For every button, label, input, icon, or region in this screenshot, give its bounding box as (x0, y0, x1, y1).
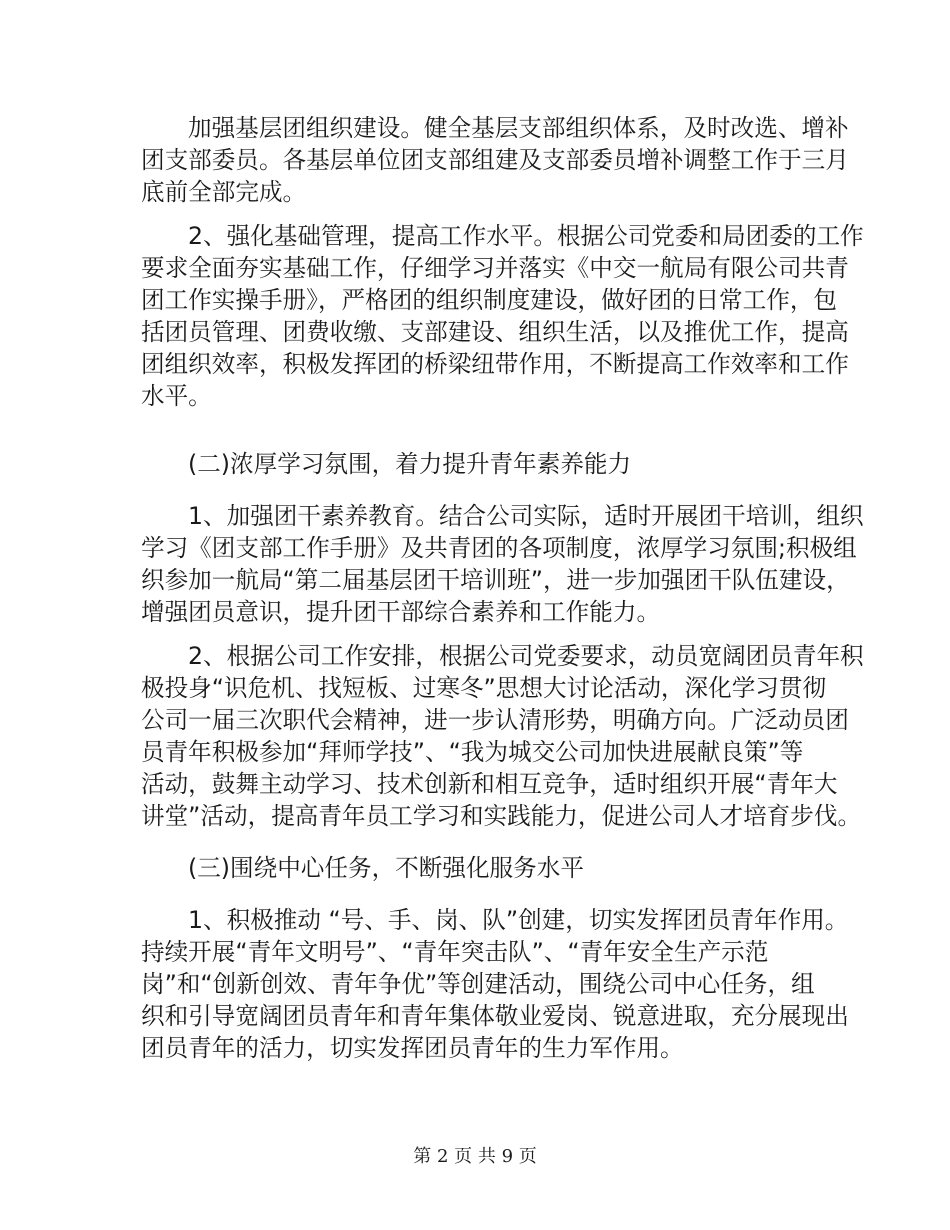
paragraph-line: 1、加强团干素养教育。结合公司实际，适时开展团干培训，组织 (188, 502, 864, 530)
paragraph-line: 加强基层团组织建设。健全基层支部组织体系，及时改选、增补 (188, 114, 849, 142)
paragraph-line: 要求全面夯实基础工作，仔细学习并落实《中交一航局有限公司共青 (141, 254, 849, 282)
paragraph-line: 持续开展“青年文明号”、“青年突击队”、“青年安全生产示范 (141, 938, 769, 966)
paragraph-line: 1、积极推动 “号、手、岗、队”创建，切实发挥团员青年作用。 (188, 906, 849, 934)
paragraph-line: 织和引导宽阔团员青年和青年集体敬业爱岗、锐意进取，充分展现出 (141, 1002, 849, 1030)
paragraph-line: 增强团员意识，提升团干部综合素养和工作能力。 (141, 598, 661, 626)
paragraph-line: 讲堂”活动，提高青年员工学习和实践能力，促进公司人才培育步伐。 (141, 802, 862, 830)
paragraph-line: 团支部委员。各基层单位团支部组建及支部委员增补调整工作于三月 (141, 146, 849, 174)
paragraph-line: 员青年积极参加“拜师学技”、“我为城交公司加快进展献良策”等 (141, 738, 804, 766)
section-heading: (二)浓厚学习氛围，着力提升青年素养能力 (188, 450, 632, 478)
paragraph-line: 活动，鼓舞主动学习、技术创新和相互竞争，适时组织开展“青年大 (141, 770, 838, 798)
paragraph-line: 团组织效率，积极发挥团的桥梁纽带作用，不断提高工作效率和工作 (141, 350, 849, 378)
paragraph-line: 公司一届三次职代会精神，进一步认清形势，明确方向。广泛动员团 (141, 706, 849, 734)
paragraph-line: 2、根据公司工作安排，根据公司党委要求，动员宽阔团员青年积 (188, 642, 864, 670)
paragraph-line: 水平。 (141, 382, 212, 410)
paragraph-line: 织参加一航局“第二届基层团干培训班”，进一步加强团干队伍建设， (141, 566, 850, 594)
paragraph-line: 2、强化基础管理，提高工作水平。根据公司党委和局团委的工作 (188, 222, 864, 250)
paragraph-line: 括团员管理、团费收缴、支部建设、组织生活，以及推优工作，提高 (141, 318, 849, 346)
section-heading: (三)围绕中心任务，不断强化服务水平 (188, 854, 584, 882)
paragraph-line: 底前全部完成。 (141, 178, 307, 206)
paragraph-line: 岗”和“创新创效、青年争优”等创建活动，围绕公司中心任务，组 (141, 970, 815, 998)
paragraph-line: 学习《团支部工作手册》及共青团的各项制度，浓厚学习氛围;积极组 (141, 534, 857, 562)
paragraph-line: 极投身“识危机、找短板、过寒冬”思想大讨论活动，深化学习贯彻 (141, 674, 827, 702)
paragraph-line: 团工作实操手册》，严格团的组织制度建设，做好团的日常工作，包 (141, 286, 838, 314)
page-number-footer: 第 2 页 共 9 页 (413, 1146, 537, 1167)
paragraph-line: 团员青年的活力，切实发挥团员青年的生力军作用。 (141, 1034, 684, 1062)
